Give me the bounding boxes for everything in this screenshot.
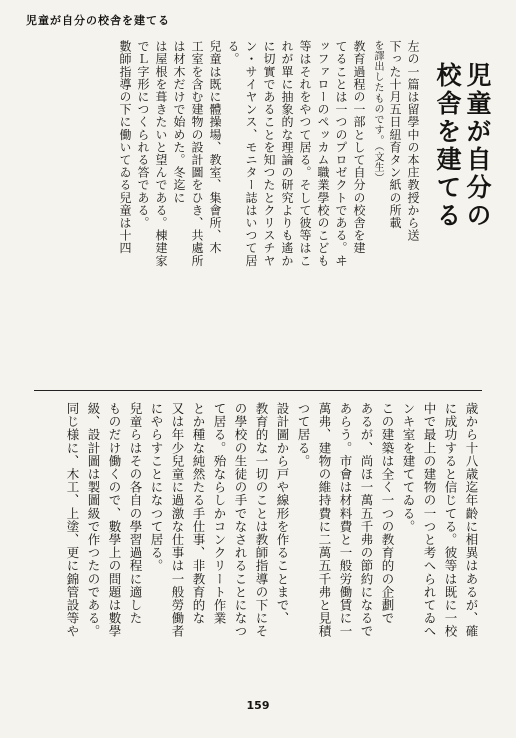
text-column: ン・サイヤンス、モニター誌はいつて居	[244, 40, 258, 267]
text-column: にやらすことになつて居る。	[149, 402, 164, 573]
text-column: る。	[226, 40, 240, 66]
text-column: 等はそれをやつて居る。そして彼等はこ	[298, 40, 312, 267]
text-column: に成功すると信じてる。彼等は既に一校	[443, 402, 458, 638]
text-column: てることは一つのプロゼクトである。ヰ	[334, 40, 348, 267]
lower-text-block	[62, 402, 482, 674]
text-column: あらう。市會は材料費と一般労働賃に一	[338, 402, 353, 638]
text-column: 同じ様に、木工、上塗、更に錦管設等や	[65, 402, 80, 638]
text-column: 又は年少兒童に過激な仕事は一般勞働者	[170, 402, 185, 638]
text-column: は屋根を葺きたいと望んである。棟建家	[154, 40, 168, 267]
running-head: 児童が自分の校舎を建てる	[26, 14, 170, 27]
article-title-line-2: 校舎を建てる	[433, 62, 462, 230]
section-divider	[34, 390, 482, 391]
text-column: の學校の生徒の手でなされることになつ	[233, 402, 248, 638]
text-column: でＬ字形につくられる答である。	[136, 40, 150, 229]
text-column: ッファローのペッカム職業學校のこども	[316, 40, 330, 267]
text-column: 下った十月五日紐育タン紙の所載	[388, 40, 402, 229]
text-column: 左の一篇は留學中の本庄教授から送	[406, 40, 420, 242]
text-column: 級、設計圖は製圖級で作つたのである。	[86, 402, 101, 638]
text-column: に切實であることを知つたとクリスチヤ	[262, 40, 276, 267]
text-column: 兒童は既に體操場、教室、集會所、木	[208, 40, 222, 255]
text-column: 教育過程の一部として自分の校舎を建	[352, 40, 366, 255]
text-column: 歳から十八歳迄年齡に相異はあるが、確	[464, 402, 479, 638]
text-column: つて居る。	[296, 402, 311, 468]
text-column: 設計圖から戸や線形を作ることまで、	[275, 402, 290, 625]
text-column: ンキ室を建ててゐる。	[401, 402, 416, 533]
text-column: を譯出したものです。（文生）	[372, 40, 383, 184]
text-column: は材木だけで始めた。冬迄に	[172, 40, 186, 204]
text-column: あるが、尚ほ一萬五千弗の節約になるで	[359, 402, 374, 638]
text-column: ものだけ働くので、數學上の問題は數學	[107, 402, 122, 638]
text-column: 中で最上の建物の一つと考へられてゐへ	[422, 402, 437, 638]
text-column: 工室を含む建物の設計圖をひき、共處所	[190, 40, 204, 267]
upper-text-block	[116, 40, 492, 380]
text-column: れが單に抽象的な理論の研究よりも遙か	[280, 40, 294, 267]
text-column: て居る。殆ならしかコンクリート作業	[212, 402, 227, 625]
text-column: この建築は全く一つの教育的の企劃で	[380, 402, 395, 625]
text-column: 教育的な一切のことは教師指導の下にそ	[254, 402, 269, 638]
text-column: 兒童らはその各自の學習過程に適した	[128, 402, 143, 625]
text-column: とか種な純然たる手仕事、非教育的な	[191, 402, 206, 625]
text-column: 萬弗、建物の維持費に二萬五千弗と見積	[317, 402, 332, 638]
page-number: 159	[246, 699, 270, 712]
text-column: 數師指導の下に働いてゐる兒童は十四	[118, 40, 132, 255]
article-title-line-1: 児童が自分の	[463, 62, 492, 230]
